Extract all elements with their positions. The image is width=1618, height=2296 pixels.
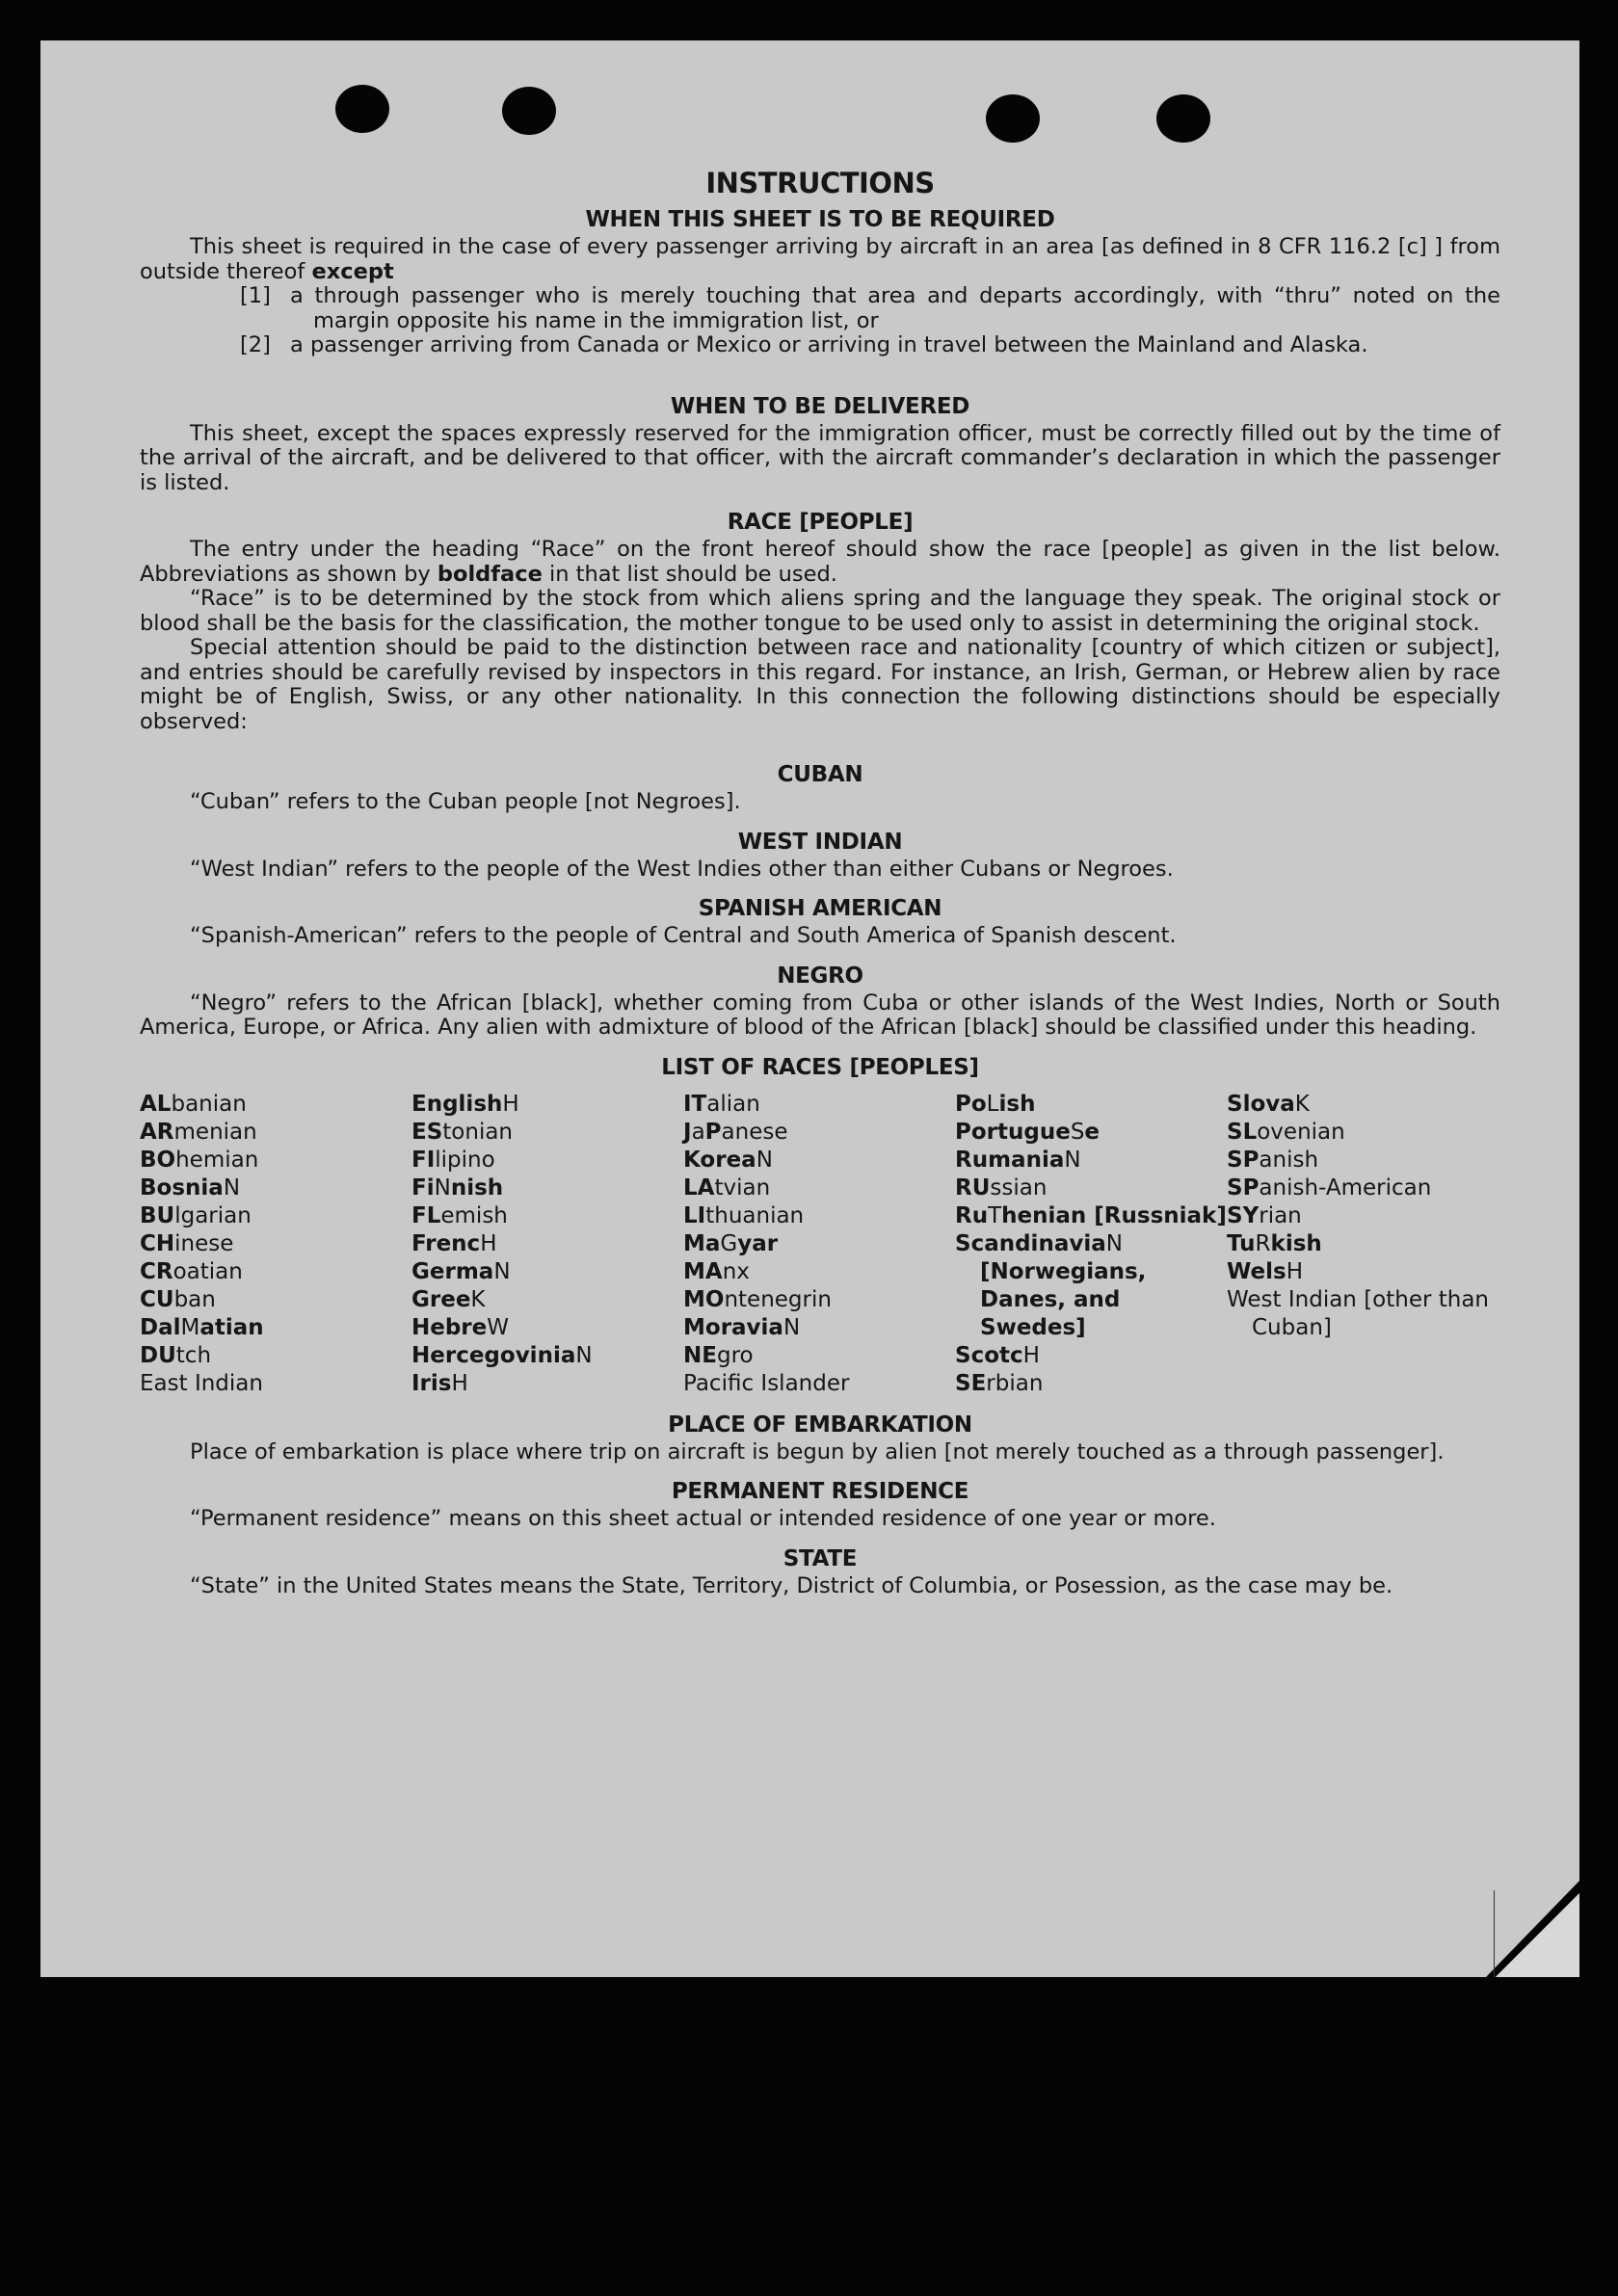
- race-entry: West Indian [other than Cuban]: [1227, 1286, 1490, 1340]
- race-entry: ALbanian: [140, 1091, 247, 1117]
- instructions-content: [140, 166, 1500, 1598]
- folded-corner-flap: [1494, 1890, 1579, 1977]
- delivered-text: This sheet, except the spaces expressly reserved for the immigration officer, must be correctly filled out by the time of the arrival of the aircraft, and be delivered to that officer, with the aircraft commander’s declaration in which the passenger is listed.: [140, 420, 1500, 495]
- race-entry: TuRkish: [1227, 1230, 1322, 1256]
- races-column: [955, 1091, 1227, 1398]
- races-column: [683, 1091, 955, 1398]
- race-entry: ScotcH: [955, 1342, 1040, 1368]
- race-entry: BosniaN: [140, 1174, 241, 1201]
- race-entry: DalMatian: [140, 1314, 264, 1340]
- heading-required: WHEN THIS SHEET IS TO BE REQUIRED: [585, 207, 1055, 232]
- races-list: [140, 1091, 1500, 1398]
- race-entry: FrencH: [411, 1230, 497, 1256]
- page-title: INSTRUCTIONS: [705, 167, 935, 199]
- race-entry: FIlipino: [411, 1147, 495, 1173]
- race-entry: East Indian: [140, 1370, 263, 1396]
- required-item-2: [2] a passenger arriving from Canada or Mexico or arriving in travel between the Mainland and Alaska.: [240, 332, 1368, 357]
- race-entry: CUban: [140, 1286, 216, 1312]
- race-entry: FiNnish: [411, 1174, 504, 1201]
- race-entry: KoreaN: [683, 1147, 773, 1173]
- heading-cuban: CUBAN: [777, 762, 863, 787]
- race-entry: WelsH: [1227, 1258, 1304, 1284]
- race-entry: SPanish-American: [1227, 1174, 1432, 1201]
- race-entry: ITalian: [683, 1091, 760, 1117]
- heading-race: RACE [PEOPLE]: [727, 510, 914, 535]
- race-entry: MoraviaN: [683, 1314, 801, 1340]
- heading-residence: PERMANENT RESIDENCE: [671, 1479, 969, 1504]
- race-entry: GermaN: [411, 1258, 511, 1284]
- race-paragraph-2: “Race” is to be determined by the stock from which aliens spring and the language they speak. The original stock or blood shall be the basis for the classification, the mother tongue to be used only to assist in determining the original stock.: [140, 586, 1500, 636]
- race-entry: EnglishH: [411, 1091, 519, 1117]
- negro-text: “Negro” refers to the African [black], whether coming from Cuba or other islands of the West Indies, North or South America, Europe, or Africa. Any alien with admixture of blood of the African [black] should be classified under this heading.: [140, 990, 1500, 1040]
- race-entry: DUtch: [140, 1342, 212, 1368]
- required-intro: This sheet is required in the case of every passenger arriving by aircraft in an area [as defined in 8 CFR 116.2 [c] ] from outside thereof except: [140, 234, 1500, 284]
- race-entry: EStonian: [411, 1119, 514, 1145]
- race-entry: RumaniaN: [955, 1147, 1081, 1173]
- races-column: [140, 1091, 411, 1398]
- race-entry: BUlgarian: [140, 1202, 252, 1228]
- punch-hole: [986, 94, 1040, 143]
- west-indian-text: “West Indian” refers to the people of the West Indies other than either Cubans or Negroes.: [190, 856, 1174, 882]
- race-entry: CHinese: [140, 1230, 234, 1256]
- heading-list-of-races: LIST OF RACES [PEOPLES]: [661, 1054, 979, 1080]
- residence-text: “Permanent residence” means on this sheet actual or intended residence of one year or more.: [190, 1506, 1216, 1531]
- required-item-1: [1] a through passenger who is merely touching that area and departs accordingly, with “thru” noted on the margin opposite his name in the immigration list, or: [240, 283, 1500, 333]
- race-entry: SYrian: [1227, 1202, 1302, 1228]
- heading-west-indian: WEST INDIAN: [737, 829, 903, 855]
- race-entry: SLovenian: [1227, 1119, 1345, 1145]
- race-entry: SErbian: [955, 1370, 1044, 1396]
- race-entry: SlovaK: [1227, 1091, 1310, 1117]
- race-entry: ScandinaviaN [Norwegians, Danes, and Swedes]: [955, 1230, 1147, 1340]
- race-entry: HebreW: [411, 1314, 510, 1340]
- race-entry: FLemish: [411, 1202, 508, 1228]
- race-entry: PortugueSe: [955, 1119, 1101, 1145]
- heading-spanish-american: SPANISH AMERICAN: [698, 896, 942, 921]
- race-entry: RUssian: [955, 1174, 1048, 1201]
- punch-hole: [1156, 94, 1210, 143]
- state-text: “State” in the United States means the State, Territory, District of Columbia, or Posession, as the case may be.: [190, 1572, 1393, 1598]
- race-entry: PoLish: [955, 1091, 1036, 1117]
- embarkation-text: Place of embarkation is place where trip on aircraft is begun by alien [not merely touched as a through passenger].: [190, 1438, 1445, 1465]
- race-entry: RuThenian [Russniak]: [955, 1202, 1227, 1228]
- race-entry: MAnx: [683, 1258, 750, 1284]
- race-entry: IrisH: [411, 1370, 468, 1396]
- race-entry: Pacific Islander: [683, 1370, 850, 1396]
- race-entry: SPanish: [1227, 1147, 1319, 1173]
- race-entry: GreeK: [411, 1286, 486, 1312]
- race-paragraph-3: Special attention should be paid to the distinction between race and nationality [country of which citizen or subject], and entries should be carefully revised by inspectors in this regard. For instance, an Irish, German, or Hebrew alien by race might be of English, Swiss, or any other nationality. In this connection the following distinctions should be especially observed:: [140, 635, 1500, 734]
- race-entry: MOntenegrin: [683, 1286, 832, 1312]
- race-entry: CRoatian: [140, 1258, 243, 1284]
- race-entry: LIthuanian: [683, 1202, 805, 1228]
- punch-hole: [502, 87, 556, 135]
- cuban-text: “Cuban” refers to the Cuban people [not Negroes].: [190, 789, 741, 814]
- race-entry: ARmenian: [140, 1119, 257, 1145]
- race-entry: NEgro: [683, 1342, 754, 1368]
- race-entry: BOhemian: [140, 1147, 259, 1173]
- race-entry: LAtvian: [683, 1174, 771, 1201]
- race-entry: MaGyar: [683, 1230, 779, 1256]
- document-sheet: [40, 40, 1579, 1977]
- heading-negro: NEGRO: [777, 963, 863, 989]
- race-entry: HercegoviniaN: [411, 1342, 593, 1368]
- heading-embarkation: PLACE OF EMBARKATION: [668, 1412, 972, 1438]
- races-column: [411, 1091, 683, 1398]
- punch-hole: [335, 85, 389, 133]
- races-column: [1227, 1091, 1499, 1398]
- race-paragraph-1: The entry under the heading “Race” on the front hereof should show the race [people] as given in the list below. Abbreviations as shown by boldface in that list should be used.: [140, 537, 1500, 587]
- heading-delivered: WHEN TO BE DELIVERED: [670, 393, 970, 419]
- heading-state: STATE: [782, 1545, 858, 1571]
- race-entry: JaPanese: [683, 1119, 788, 1145]
- spanish-american-text: “Spanish-American” refers to the people of Central and South America of Spanish descent.: [190, 923, 1177, 948]
